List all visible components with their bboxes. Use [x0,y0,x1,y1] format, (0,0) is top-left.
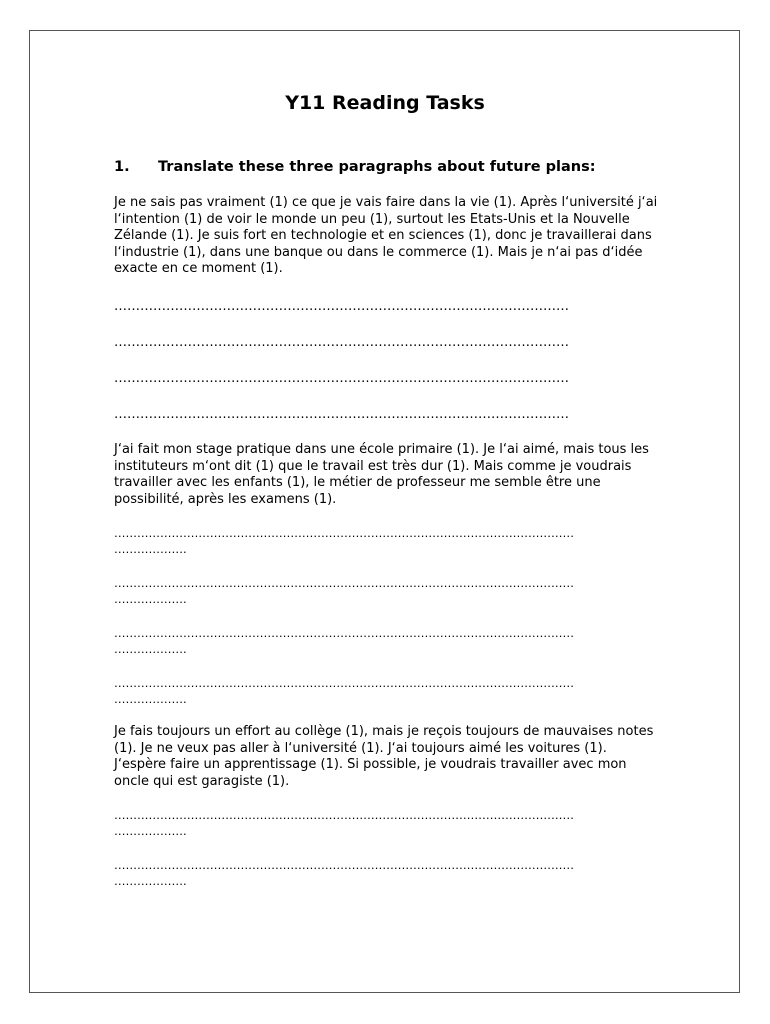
paragraph-1: Je ne sais pas vraiment (1) ce que je vais faire dans la vie (1). Après l‘université j‘ai l‘intention (1) de voir le monde un peu (1), surtout les Etats-Unis et la Nouvelle Zélande (1). Je suis fort en technologie et en sciences (1), donc je travaillerai dans l‘industrie (1), dans une banque ou dans le commerce (1). Mais je n‘ai pas d‘idée exacte en ce moment (1). [114,195,658,276]
answer-line-2-1a: ………………………………………………………………………………………………………… [114,526,574,540]
answer-line-2-2b: ………………. [114,592,187,606]
answer-line-3-2a: ………………………………………………………………………………………………………… [114,858,574,872]
answer-line-2-2a: ………………………………………………………………………………………………………… [114,576,574,590]
question-number: 1. [114,159,130,175]
answer-line-2-3b: ………………. [114,642,187,656]
question-heading [114,159,596,175]
answer-line-2-4b: ………………. [114,692,187,706]
paragraph-2: J‘ai fait mon stage pratique dans une école primaire (1). Je l‘ai aimé, mais tous les instituteurs m‘ont dit (1) que le travail est très dur (1). Mais comme je voudrais travailler avec les enfants (1), le métier de professeur me semble être une possibilité, après les examens (1). [114,442,649,507]
page-title: Y11 Reading Tasks [285,92,485,114]
answer-line-2-3a: ………………………………………………………………………………………………………… [114,626,574,640]
answer-line-1-1: …………………………………………………………………………………………… [114,299,569,314]
answer-line-1-4: …………………………………………………………………………………………… [114,407,569,422]
answer-line-1-3: …………………………………………………………………………………………… [114,371,569,386]
paragraph-3: Je fais toujours un effort au collège (1), mais je reçois toujours de mauvaises notes (1). Je ne veux pas aller à l‘université (1). J‘ai toujours aimé les voitures (1). J‘espère faire un apprentissage (1). Si possible, je voudrais travailler avec mon oncle qui est garagiste (1). [114,724,654,789]
answer-line-3-1b: ………………. [114,824,187,838]
answer-line-1-2: …………………………………………………………………………………………… [114,335,569,350]
question-text: Translate these three paragraphs about future plans: [158,159,596,175]
answer-line-2-4a: ………………………………………………………………………………………………………… [114,676,574,690]
answer-line-3-1a: ………………………………………………………………………………………………………… [114,808,574,822]
answer-line-2-1b: ………………. [114,542,187,556]
answer-line-3-2b: ………………. [114,874,187,888]
